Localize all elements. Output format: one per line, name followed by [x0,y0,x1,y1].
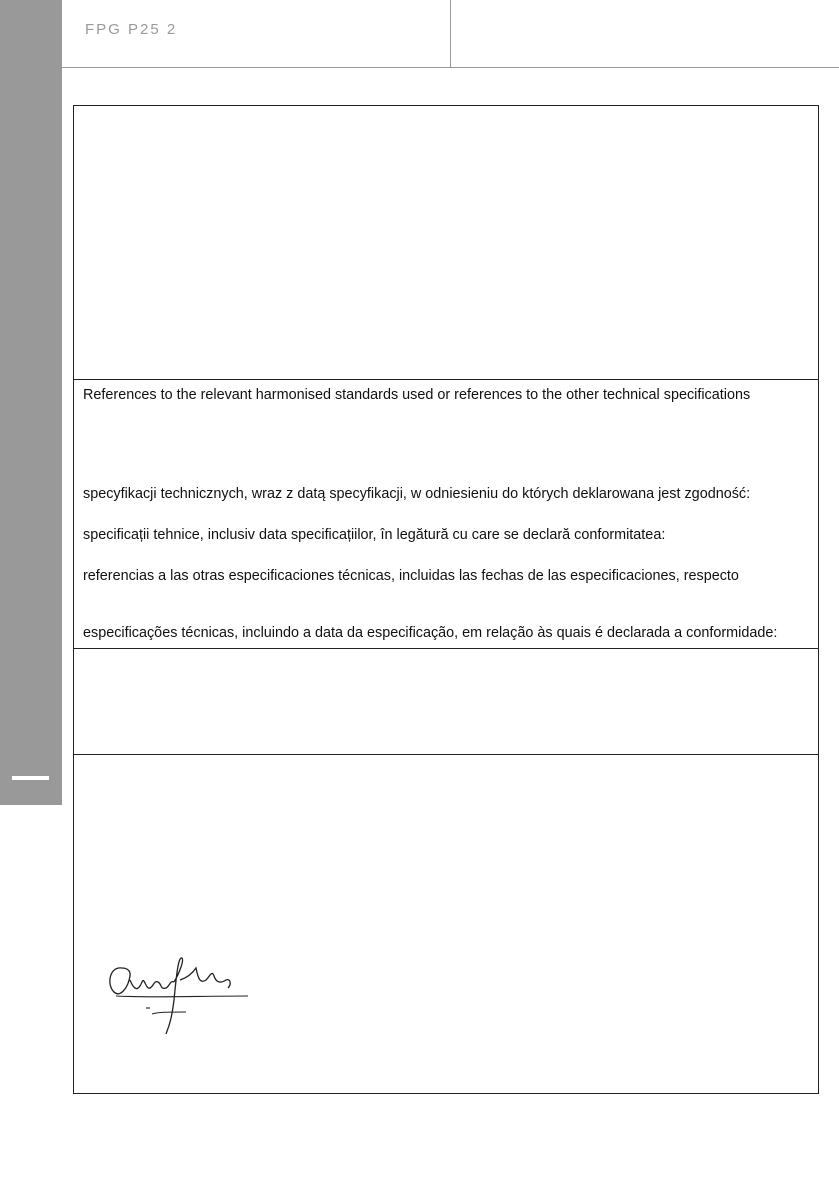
standards-line-pt: especificações técnicas, incluindo a data da especificação, em relação às quais é declarada a conformidade: [83,625,778,641]
header-divider [450,0,451,67]
signature-box [73,754,819,1094]
standards-line-pl: specyfikacji technicznych, wraz z datą specyfikacji, w odniesieniu do których deklarowana jest zgodność: [83,486,751,502]
declaration-box-4 [73,648,819,755]
header-rule [62,67,839,68]
standards-line-en: References to the relevant harmonised standards used or references to the other technical specifications [83,387,751,403]
standards-box [73,379,819,649]
sidebar-strip [0,0,62,805]
model-code: FPG P25 2 [85,21,178,38]
declaration-box-2 [73,172,819,380]
standards-line-ro: specificații tehnice, inclusiv data specificațiilor, în legătură cu care se declară conformitatea: [83,527,666,543]
signature-image [100,950,250,1040]
standards-line-es: referencias a las otras especificaciones técnicas, incluidas las fechas de las especificaciones, respecto [83,568,739,584]
page-marker [12,776,49,780]
declaration-box-1 [73,105,819,173]
